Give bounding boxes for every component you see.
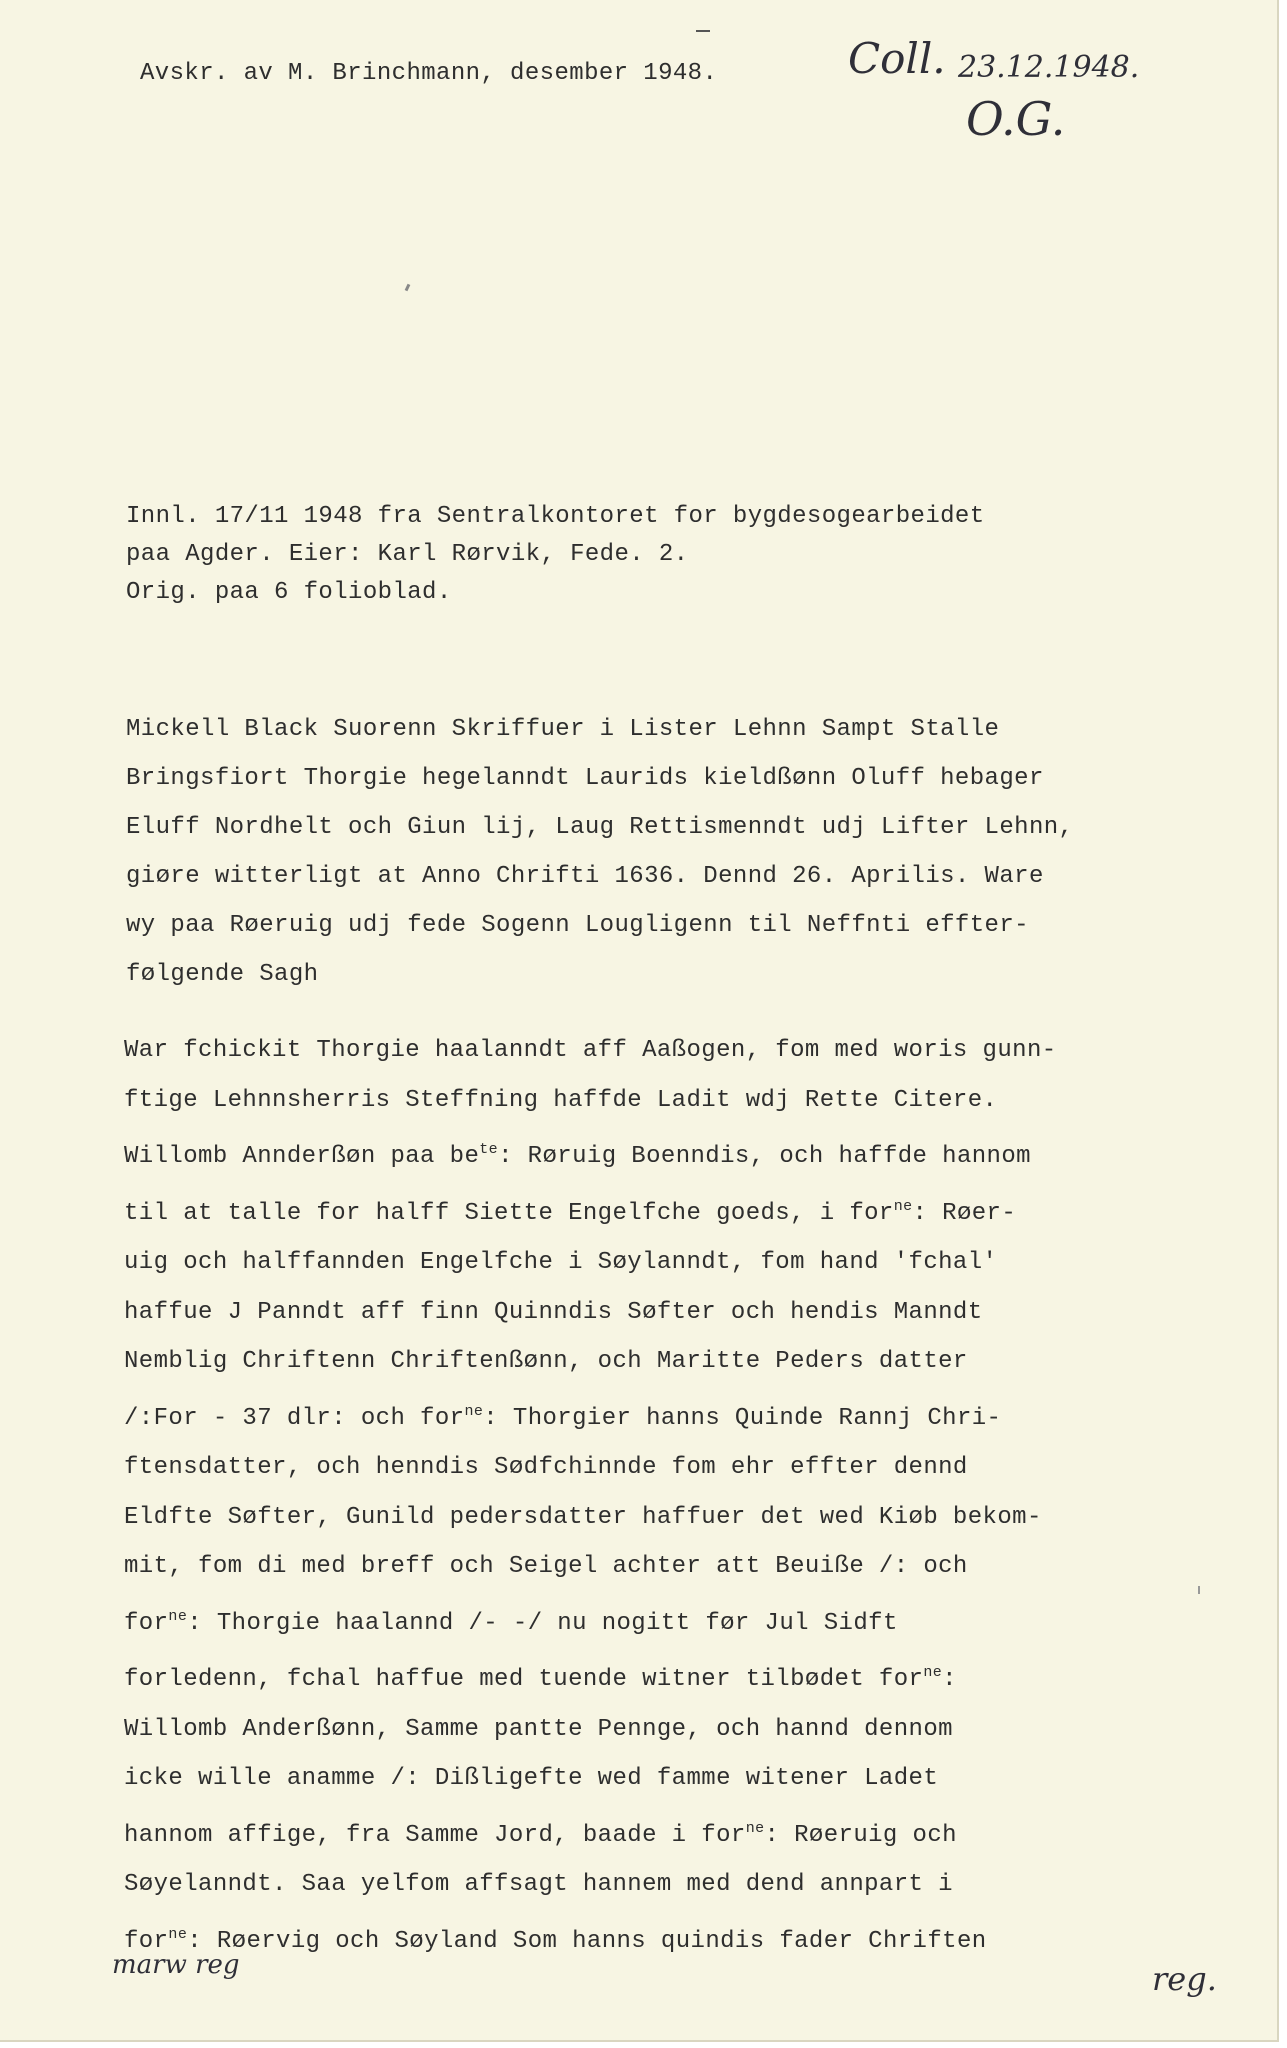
transcript-paragraph-1 [126,705,1073,999]
transcript-line: Willomb Anderßønn, Samme pantte Pennge, och hannd dennom [124,1715,953,1743]
source-info-line: paa Agder. Eier: Karl Rørvik, Fede. 2. [126,541,689,568]
transcript-line: for$^{ne}$: Røervig och Søyland Som hanns quindis fader Chriften [124,1925,987,1955]
transcript-line: hannom affige, fra Samme Jord, baade i for$^{ne}$: Røeruig och [124,1819,957,1849]
transcript-line: /:For - 37 dlr: och for$^{ne}$: Thorgier hanns Quinde Rannj Chri- [124,1402,1002,1432]
transcript-line: Nemblig Chriftenn Chriftenßønn, och Maritte Peders datter [124,1348,968,1375]
transcript-line: Søyelanndt. Saa yelfom affsagt hannem med dend annpart i [124,1871,953,1898]
handwritten-initials: O.G. [966,92,1066,146]
transcript-line: Willomb Annderßøn paa $be^{te}$: Røruig Boenndis, och haffde hannom [124,1141,1031,1170]
transcript-line: uig och halffannden Engelfche i Søylanndt, fom hand 'fchal' [124,1249,998,1276]
transcript-line: følgende Sagh [126,961,319,988]
ink-mark [405,284,411,292]
transcript-line: for$^{ne}$: Thorgie haalannd /- -/ nu nogitt før Jul Sidft [124,1607,898,1637]
transcript-line: Eldfte Søfter, Gunild pedersdatter haffuer det wed Kiøb bekom- [124,1503,1042,1531]
transcript-line: Bringsfiort Thorgie hegelanndt Laurids kieldßønn Oluff hebager [126,765,1044,792]
transcript-line: icke wille anamme /: Dißligefte wed famme witener Ladet [124,1765,939,1792]
handwritten-coll-date: 23.12.1948. [958,50,1140,85]
transcript-line: War fchickit Thorgie haalanndt aff Aaßogen, fom med woris gunn- [124,1037,1057,1064]
handwritten-coll-label: Coll. [848,34,946,83]
transcript-line: Mickell Black Suorenn Skriffuer i Lister Lehnn Sampt Stalle [126,716,1000,743]
handwritten-bottom-right-note: reg. [1152,1960,1217,1998]
source-info-line: Innl. 17/11 1948 fra Sentralkontoret for bygdesogearbeidet [126,503,985,530]
transcription-note: Avskr. av M. Brinchmann, desember 1948. [140,60,718,87]
transcript-line: wy paa Røeruig udj fede Sogenn Lougligenn til Neffnti effter- [126,912,1029,939]
transcript-line: mit, fom di med breff och Seigel achter att Beuiße /: och [124,1553,968,1580]
transcript-line: ftige Lehnnsherris Steffning haffde Ladit wdj Rette Citere. [124,1086,998,1114]
transcript-paragraph-2 [124,1026,1057,1966]
transcript-line: forledenn, fchal haffue med tuende witner tilbødet for$^{ne}$: [124,1664,957,1693]
source-info-line: Orig. paa 6 folioblad. [126,579,452,606]
transcript-line: giøre witterligt at Anno Chrifti 1636. Dennd 26. Aprilis. Ware [126,863,1044,890]
transcript-line: ftensdatter, och henndis Sødfchinnde fom ehr effter dennd [124,1454,968,1481]
transcript-line: Eluff Nordhelt och Giun lij, Laug Rettismenndt udj Lifter Lehnn, [126,814,1074,841]
source-info [126,498,985,612]
transcript-line: til at talle for halff Siette Engelfche goeds, i for$^{ne}$: Røer- [124,1197,1017,1227]
ink-mark [696,30,710,32]
handwritten-bottom-left-note: marw reg [112,1950,240,1980]
transcript-line: haffue J Panndt aff finn Quinndis Søfter och hendis Manndt [124,1298,983,1326]
ink-mark [1198,1586,1200,1594]
